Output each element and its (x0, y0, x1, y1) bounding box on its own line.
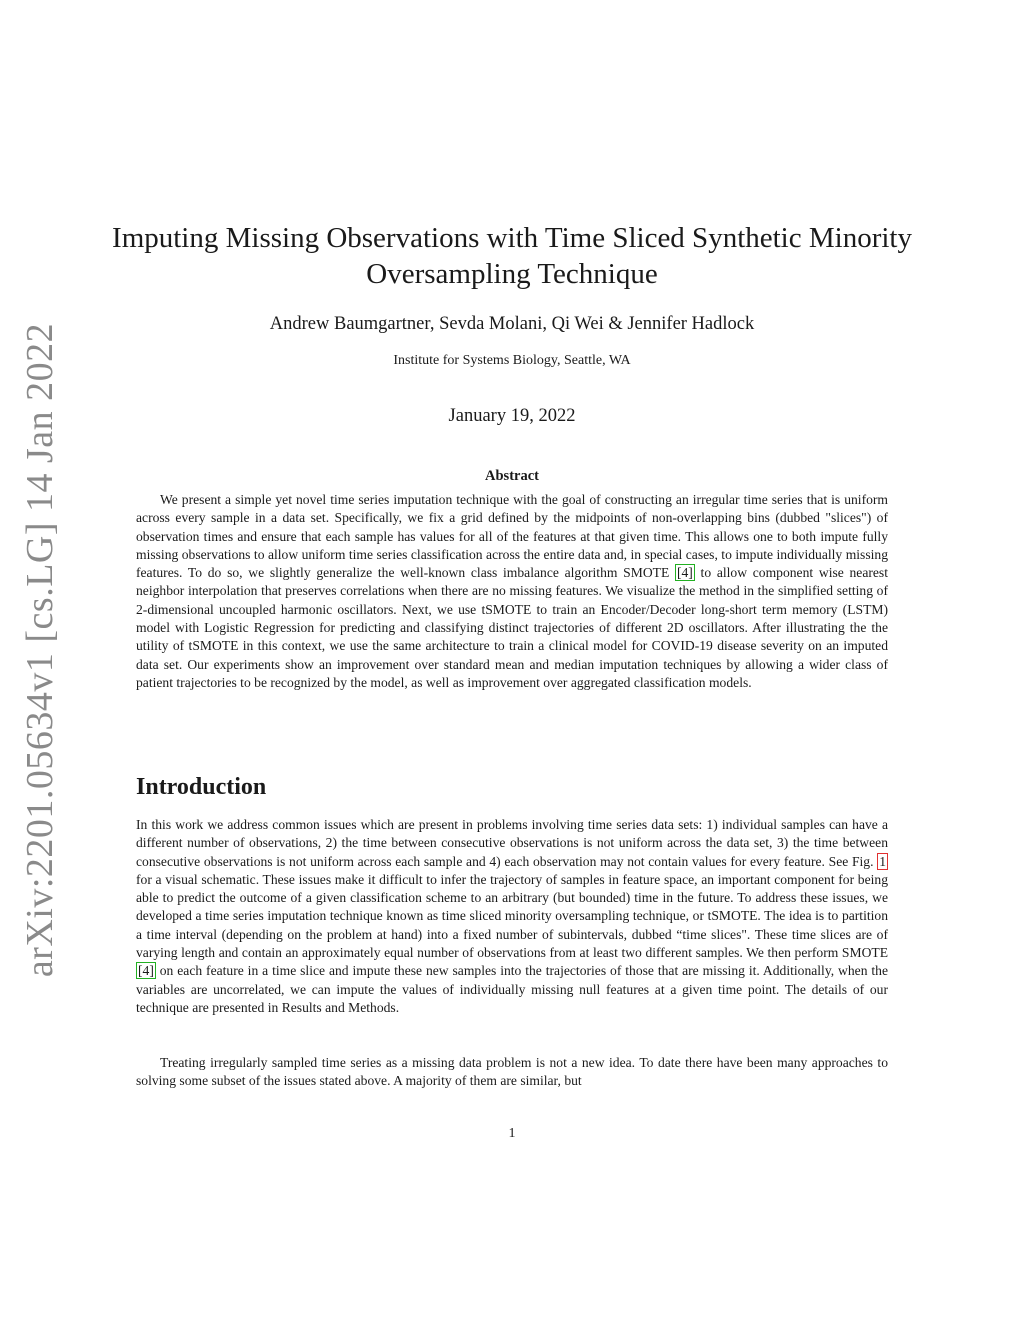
page-number: 1 (508, 1126, 516, 1141)
arxiv-identifier-text: arXiv:2201.05634v1 [cs.LG] 14 Jan 2022 (19, 322, 62, 978)
intro-text-part-3: on each feature in a time slice and impute these new samples into the trajectories of those that are missing it. Additionally, when the variables are uncorrelated, we can impute the values of individually missing null features at a given time point. The details of our technique are presented in Results and Methods. (136, 963, 888, 1015)
section-heading-introduction: Introduction (136, 774, 267, 800)
citation-link[interactable]: [4] (676, 565, 693, 581)
introduction-paragraph-1 (136, 816, 888, 1017)
intro-text-part-2: for a visual schematic. These issues make it difficult to infer the trajectory of samples in feature space, an important component for being able to predict the outcome of a given classification scheme to an arbitrary (but bounded) time in the future. To address these issues, we developed a time series imputation technique known as time sliced minority oversampling technique, or tSMOTE. The idea is to partition a time interval (depending on the problem at hand) into a fixed number of subintervals, dubbed “time slices". These time slices are of varying length and contain an approximately equal number of observations from at least two different samples. We then perform SMOTE (136, 871, 888, 961)
intro-text-part-1: In this work we address common issues which are present in problems involving time series data sets: 1) individual samples can have a different number of observations, 2) the time between consecutive observations is not uniform across the data set, 3) the time between consecutive observations is not uniform across each sample and 4) each observation may not contain values for every feature. See Fig. (136, 817, 888, 869)
abstract-heading: Abstract (485, 468, 539, 484)
introduction-paragraph-2: Treating irregularly sampled time series as a missing data problem is not a new idea. To date there have been many approaches to solving some subset of the issues stated above. A majority of them are similar, but (136, 1055, 888, 1089)
paper-title: Imputing Missing Observations with Time Sliced Synthetic Minority Oversampling Technique (112, 222, 912, 290)
publication-date: January 19, 2022 (448, 406, 576, 426)
abstract-text-part-1: We present a simple yet novel time series imputation technique with the goal of constructing an irregular time series that is uniform across every sample in a data set. Specifically, we fix a grid defined by the midpoints of non-overlapping bins (dubbed "slices") of observation times and ensure that each sample has values for all of the features at that given time. This allows one to both impute fully missing observations to allow uniform time series classification across the entire data and, in special cases, to impute individually missing features. To do so, we slightly generalize the well-known class imbalance algorithm SMOTE (136, 492, 888, 581)
citation-link[interactable]: [4] (138, 963, 154, 979)
author-affiliation: Institute for Systems Biology, Seattle, WA (393, 353, 631, 368)
arxiv-identifier-stamp (4, 322, 76, 978)
figure-reference-link[interactable]: 1 (879, 853, 886, 869)
abstract-paragraph (136, 491, 888, 692)
author-list: Andrew Baumgartner, Sevda Molani, Qi Wei & Jennifer Hadlock (269, 314, 755, 334)
abstract-text-part-2: to allow component wise nearest neighbor interpolation that preserves correlations when there are no missing features. We visualize the method in the simplified setting of 2-dimensional uncoupled harmonic oscillators. Next, we use tSMOTE to train an Encoder/Decoder long-short term memory (LSTM) model with Logistic Regression for predicting and classifying distinct trajectories of different 2D oscillators. After illustrating the the utility of tSMOTE in this context, we use the same architecture to train a clinical model for COVID-19 disease severity on an imputed data set. Our experiments show an improvement over standard mean and median imputation techniques by allowing a wider class of patient trajectories to be recognized by the model, as well as improvement over aggregated classification models. (136, 565, 889, 690)
